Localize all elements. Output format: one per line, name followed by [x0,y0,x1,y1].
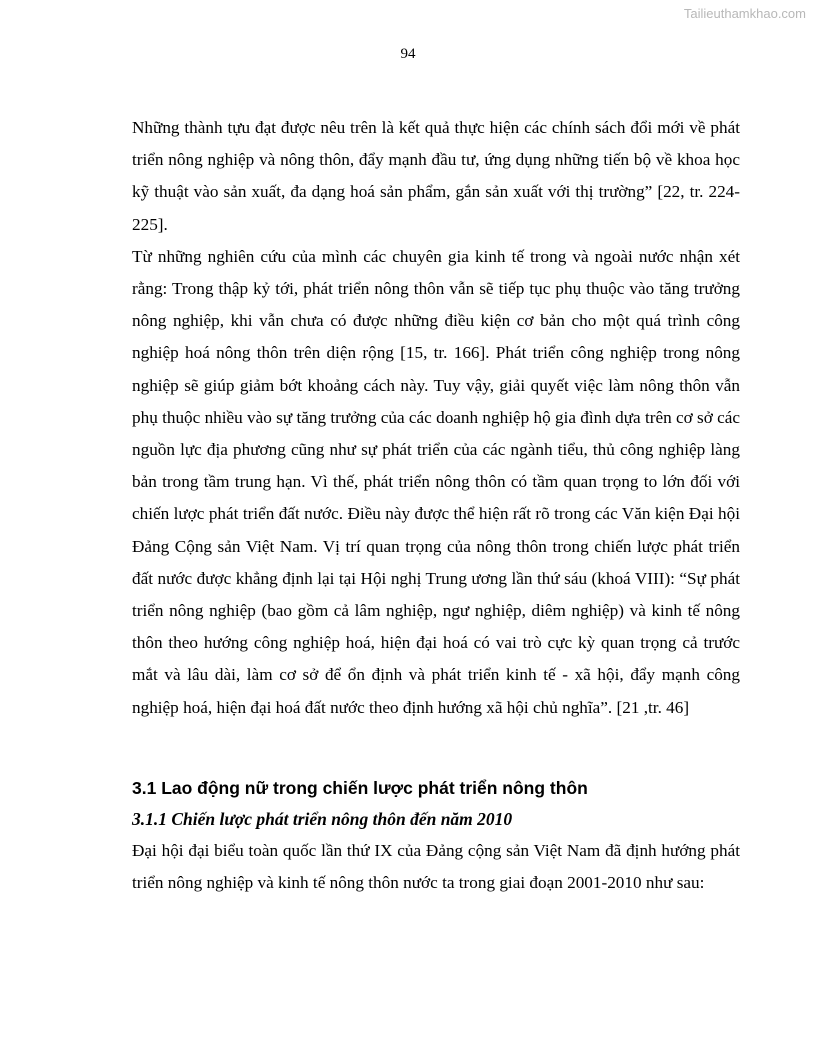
section-heading: 3.1 Lao động nữ trong chiến lược phát triển nông thôn [132,777,588,798]
subsection-heading: 3.1.1 Chiến lược phát triển nông thôn đến năm 2010 [132,808,513,829]
watermark: Tailieuthamkhao.com [683,6,806,21]
paragraph-rural-development: Từ những nghiên cứu của mình các chuyên gia kinh tế trong và ngoài nước nhận xét rằng: Trong thập kỷ tới, phát triển nông thôn vẫn sẽ tiếp tục phụ thuộc vào tăng trưởng nông nghiệp, khi vẫn chưa có được những điều kiện cơ bản cho một quá trình công nghiệp hoá nông thôn trên diện rộng [15, tr. 166]. Phát triển công nghiệp trong nông nghiệp sẽ giúp giảm bớt khoảng cách này. Tuy vậy, giải quyết việc làm nông thôn vẫn phụ thuộc nhiều vào sự tăng trưởng của các doanh nghiệp hộ gia đình dựa trên cơ sở các nguồn lực địa phương cũng như sự phát triển của các ngành tiểu, thủ công nghiệp làng bản trong tầm trung hạn. Vì thế, phát triển nông thôn có tầm quan trọng to lớn đối với chiến lược phát triển đất nước. Điều này được thể hiện rất rõ trong các Văn kiện Đại hội Đảng Cộng sản Việt Nam. Vị trí quan trọng của nông thôn trong chiến lược phát triển đất nước được khẳng định lại tại Hội nghị Trung ương lần thứ sáu (khoá VIII): “Sự phát triển nông nghiệp (bao gồm cả lâm nghiệp, ngư nghiệp, diêm nghiệp) và kinh tế nông thôn theo hướng công nghiệp hoá, hiện đại hoá có vai trò cực kỳ quan trọng cả trước mắt và lâu dài, làm cơ sở để ổn định và phát triển kinh tế - xã hội, đẩy mạnh công nghiệp hoá, hiện đại hoá đất nước theo định hướng xã hội chủ nghĩa”. [21 ,tr. 46] [132,246,740,717]
paragraph-congress-ix: Đại hội đại biểu toàn quốc lần thứ IX của Đảng cộng sản Việt Nam đã định hướng phát triển nông nghiệp và kinh tế nông thôn nước ta trong giai đoạn 2001-2010 như sau: [132,840,740,893]
paragraph-achievements: Những thành tựu đạt được nêu trên là kết quả thực hiện các chính sách đổi mới về phát triển nông nghiệp và nông thôn, đẩy mạnh đầu tư, ứng dụng những tiến bộ về khoa học kỹ thuật vào sản xuất, đa dạng hoá sản phẩm, gắn sản xuất với thị trường” [22, tr. 224-225]. [132,118,740,234]
document-body [132,112,740,899]
page-number: 94 [400,46,416,62]
